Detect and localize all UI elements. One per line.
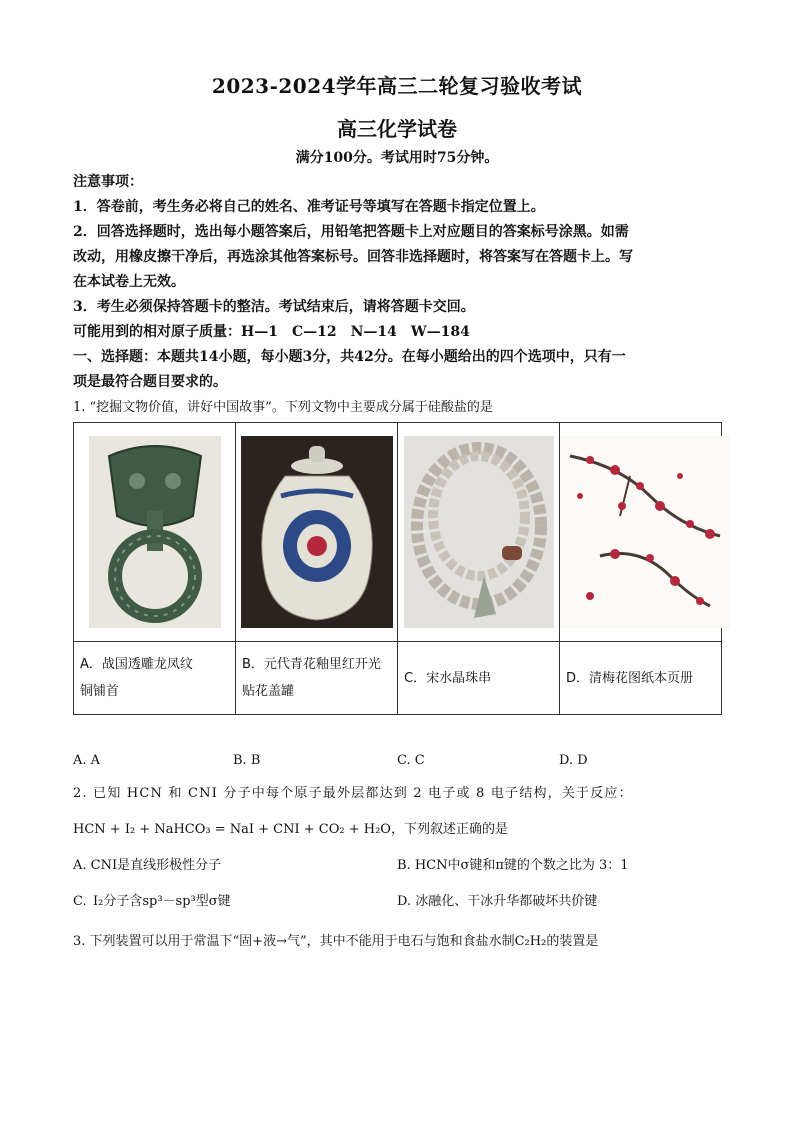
q2-option-c-label: C.	[73, 894, 87, 909]
caption-line: C．宋水晶珠串	[404, 670, 492, 686]
artifact-cell-c	[398, 423, 560, 642]
instructions	[73, 170, 723, 395]
blue-white-porcelain-jar-image	[241, 436, 393, 628]
caption-line: D．清梅花图纸本页册	[566, 670, 694, 686]
option-d: D. D	[559, 753, 588, 768]
artifact-cell-b	[236, 423, 398, 642]
q2-option-d: D. 冰融化、干冰升华都破坏共价键	[397, 894, 598, 909]
q2-option-c-text: I₂分子含sp³－sp³型σ键	[93, 894, 231, 909]
question-2-equation-line	[73, 820, 723, 840]
caption-d	[560, 642, 722, 715]
caption-b	[236, 642, 398, 715]
section-heading-cont: 项是最符合题目要求的。	[73, 374, 227, 390]
artifact-cell-a	[74, 423, 236, 642]
atomic-masses: 可能用到的相对原子质量：H—1 C—12 N—14 W—184	[73, 324, 470, 340]
option-c: C. C	[397, 753, 425, 768]
instructions-heading: 注意事项：	[73, 174, 143, 190]
crystal-bead-string-image	[404, 436, 554, 628]
caption-line: A．战国透雕龙凤纹	[80, 657, 193, 672]
question-1-stem: 1. “挖掘文物价值，讲好中国故事”。下列文物中主要成分属于硅酸盐的是	[73, 400, 493, 415]
question-3-stem: 3. 下列装置可以用于常温下“固+液→气”，其中不能用于电石与饱和食盐水制C₂H₂的装置是	[73, 934, 599, 949]
exam-title: 2023-2024学年高三二轮复习验收考试	[211, 74, 583, 98]
q2-option-b: B. HCN中σ键和π键的个数之比为 3：1	[397, 858, 629, 873]
question-2-options-row-1	[73, 856, 723, 876]
artifact-table	[73, 422, 722, 715]
caption-line: 贴花盖罐	[242, 684, 295, 699]
reaction-equation: HCN + I₂ + NaHCO₃ = NaI + CNI + CO₂ + H₂O	[73, 822, 391, 837]
bronze-door-knocker-image	[89, 436, 221, 628]
caption-a	[74, 642, 236, 715]
equation-tail: ，下列叙述正确的是	[390, 822, 508, 837]
instruction-line: 2．回答选择题时，选出每小题答案后，用铅笔把答题卡上对应题目的答案标号涂黑。如需	[73, 224, 629, 240]
score-line: 满分100分。考试用时75分钟。	[295, 150, 499, 166]
section-heading: 一、选择题：本题共14小题，每小题3分，共42分。在每小题给出的四个选项中，只有一	[73, 349, 626, 365]
caption-line: 铜铺首	[80, 684, 120, 699]
instruction-line: 改动，用橡皮擦干净后，再选涂其他答案标号。回答非选择题时，将答案写在答题卡上。写	[73, 249, 633, 265]
instruction-line: 3．考生必须保持答题卡的整洁。考试结束后，请将答题卡交回。	[73, 299, 475, 315]
q2-option-a: A. CNI是直线形极性分子	[73, 858, 222, 873]
question-2-stem: 2. 已知 HCN 和 CNI 分子中每个原子最外层都达到 2 电子或 8 电子结构，关于反应：	[73, 786, 633, 801]
exam-subtitle: 高三化学试卷	[337, 117, 457, 141]
caption-c	[398, 642, 560, 715]
instruction-line: 1．答卷前，考生务必将自己的姓名、准考证号等填写在答题卡指定位置上。	[73, 199, 545, 215]
plum-blossom-album-image	[560, 436, 730, 628]
question-2-options-row-2	[73, 892, 723, 912]
option-a: A. A	[73, 753, 101, 768]
option-b: B. B	[233, 753, 261, 768]
caption-line: B．元代青花釉里红开光	[242, 657, 381, 672]
artifact-cell-d	[560, 423, 722, 642]
instruction-line: 在本试卷上无效。	[73, 274, 185, 290]
